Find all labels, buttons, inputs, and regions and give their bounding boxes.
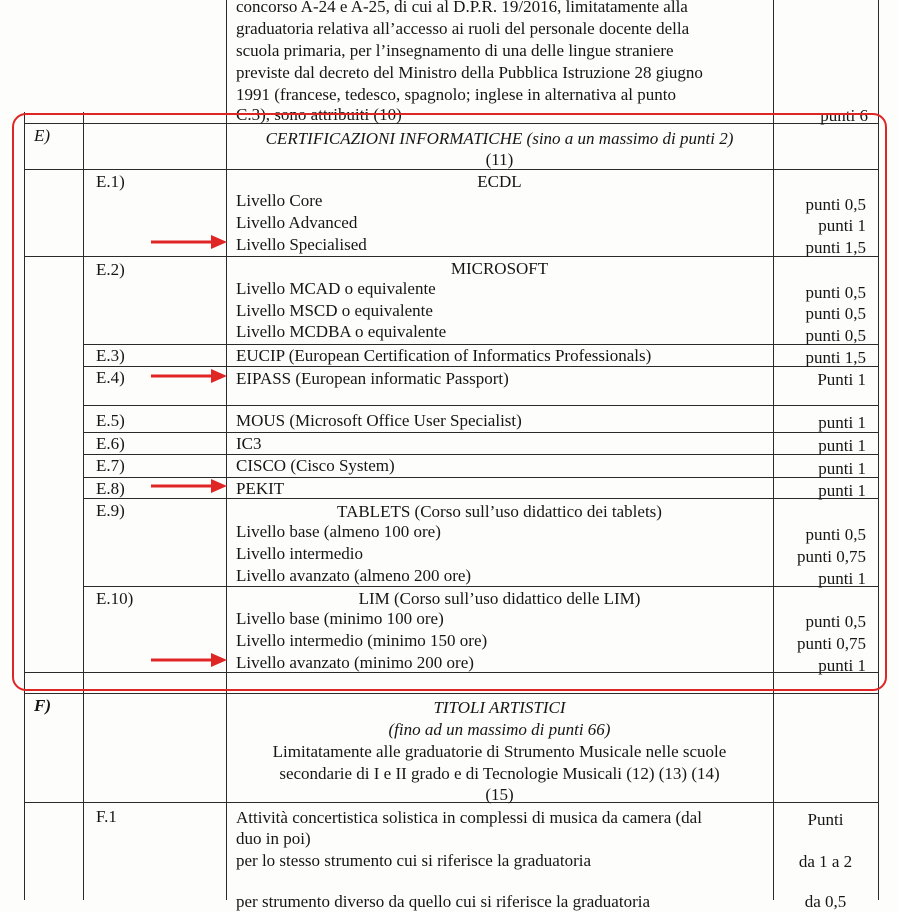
- e5-label: MOUS (Microsoft Office User Specialist): [236, 411, 522, 430]
- highlight-box: [12, 113, 887, 691]
- section-f-desc: secondarie di I e II grado e di Tecnologie Musicali (12) (13) (14): [279, 764, 720, 783]
- arrow-icon: [151, 234, 227, 250]
- row-line: [24, 693, 879, 694]
- e9-item-points: punti 0,5: [805, 525, 866, 544]
- e9-item-label: Livello avanzato (almeno 200 ore): [236, 566, 472, 585]
- e1-item-points: punti 0,5: [805, 195, 866, 214]
- e3-code: E.3): [96, 346, 125, 365]
- e10-code: E.10): [96, 589, 134, 608]
- f1-points: da 1 a 2: [798, 852, 853, 871]
- intro-points: punti 6: [820, 106, 868, 125]
- e1-heading: ECDL: [477, 172, 522, 191]
- e9-item-label: Livello intermedio: [236, 544, 363, 563]
- f1-line: per strumento diverso da quello cui si riferisce la graduatoria: [236, 892, 650, 911]
- section-f-desc: (15): [485, 785, 514, 804]
- e2-item-label: Livello MCDBA o equivalente: [236, 322, 447, 341]
- section-e-note: (11): [485, 150, 514, 169]
- e10-item-label: Livello avanzato (minimo 200 ore): [236, 653, 474, 672]
- e10-item-label: Livello intermedio (minimo 150 ore): [236, 631, 488, 650]
- e3-points: punti 1,5: [805, 348, 866, 367]
- arrow-icon: [151, 368, 227, 384]
- e2-heading: MICROSOFT: [450, 259, 549, 278]
- e9-item-label: Livello base (almeno 100 ore): [236, 522, 441, 541]
- intro-line: concorso A-24 e A-25, di cui al D.P.R. 19/2016, limitatamente alla: [236, 0, 688, 16]
- e10-item-points: punti 0,5: [805, 612, 866, 631]
- e10-heading: LIM (Corso sull’uso didattico delle LIM): [358, 589, 641, 608]
- e7-points: punti 1: [818, 459, 866, 478]
- f1-points: Punti: [807, 810, 844, 829]
- intro-line: C.3), sono attribuiti (10): [236, 105, 402, 124]
- arrow-icon: [151, 652, 227, 668]
- e6-label: IC3: [236, 434, 262, 453]
- intro-line: scuola primaria, per l’insegnamento di una delle lingue straniere: [236, 41, 674, 60]
- e4-label: EIPASS (European informatic Passport): [236, 369, 509, 388]
- e7-code: E.7): [96, 456, 125, 475]
- intro-line: 1991 (francese, tedesco, spagnolo; inglese in alternativa al punto: [236, 85, 676, 104]
- section-f-subtitle: (fino ad un massimo di punti 66): [388, 720, 611, 739]
- f1-points: da 0,5: [804, 892, 847, 911]
- e5-points: punti 1: [818, 413, 866, 432]
- e4-code: E.4): [96, 368, 125, 387]
- e2-item-label: Livello MSCD o equivalente: [236, 301, 433, 320]
- e7-label: CISCO (Cisco System): [236, 456, 395, 475]
- section-f-title: TITOLI ARTISTICI: [433, 698, 566, 717]
- e1-item-label: Livello Specialised: [236, 235, 367, 254]
- e8-points: punti 1: [818, 481, 866, 500]
- e1-item-points: punti 1: [818, 216, 866, 235]
- intro-line: graduatoria relativa all’accesso ai ruoli del personale docente della: [236, 19, 690, 38]
- e1-item-label: Livello Core: [236, 191, 323, 210]
- e2-item-label: Livello MCAD o equivalente: [236, 279, 436, 298]
- e9-heading: TABLETS (Corso sull’uso didattico dei tablets): [337, 502, 662, 521]
- e1-item-label: Livello Advanced: [236, 213, 358, 232]
- e2-item-points: punti 0,5: [805, 283, 866, 302]
- e2-item-points: punti 0,5: [805, 326, 866, 345]
- f1-line: duo in poi): [236, 829, 311, 848]
- e8-code: E.8): [96, 479, 125, 498]
- e8-label: PEKIT: [236, 479, 285, 498]
- e1-code: E.1): [96, 172, 125, 191]
- e3-label: EUCIP (European Certification of Informatics Professionals): [236, 346, 652, 365]
- e6-code: E.6): [96, 434, 125, 453]
- section-f-desc: Limitatamente alle graduatorie di Strumento Musicale nelle scuole: [272, 742, 727, 761]
- e10-item-points: punti 1: [818, 656, 866, 675]
- e9-code: E.9): [96, 501, 125, 520]
- e9-item-points: punti 1: [818, 569, 866, 588]
- intro-line: previste dal decreto del Ministro della Pubblica Istruzione 28 giugno: [236, 63, 703, 82]
- section-f-letter: F): [34, 696, 51, 715]
- f1-line: Attività concertistica solistica in complessi di musica da camera (dal: [236, 808, 702, 827]
- e4-points: Punti 1: [817, 370, 866, 389]
- section-e-title: CERTIFICAZIONI INFORMATICHE (sino a un massimo di punti 2): [265, 129, 734, 148]
- f1-code: F.1: [96, 807, 117, 826]
- e5-code: E.5): [96, 411, 125, 430]
- e2-item-points: punti 0,5: [805, 304, 866, 323]
- e6-points: punti 1: [818, 436, 866, 455]
- f1-line: per lo stesso strumento cui si riferisce la graduatoria: [236, 851, 591, 870]
- section-e-letter: E): [34, 126, 51, 145]
- e2-code: E.2): [96, 260, 125, 279]
- e10-item-points: punti 0,75: [797, 634, 866, 653]
- e10-item-label: Livello base (minimo 100 ore): [236, 609, 444, 628]
- e1-item-points: punti 1,5: [805, 238, 866, 257]
- e9-item-points: punti 0,75: [797, 547, 866, 566]
- arrow-icon: [151, 478, 227, 494]
